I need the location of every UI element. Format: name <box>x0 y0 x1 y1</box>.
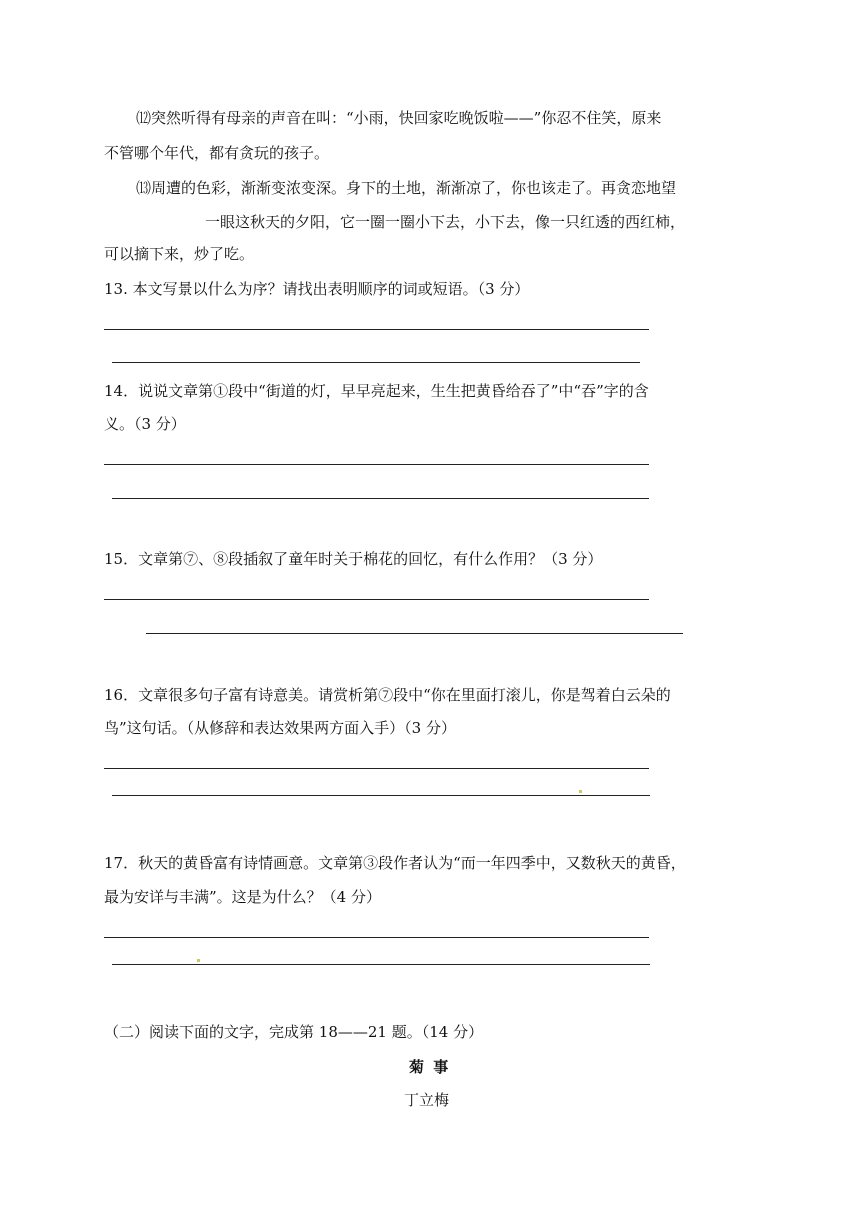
answer-line[interactable] <box>104 768 649 769</box>
question-15-text: 15．文章第⑦、⑧段插叙了童年时关于棉花的回忆，有什么作用？（3 分） <box>104 550 603 568</box>
paragraph-13-line-3: 可以摘下来，炒了吃。 <box>104 245 255 263</box>
answer-line[interactable] <box>112 498 649 499</box>
answer-line[interactable] <box>146 633 683 634</box>
answer-line[interactable] <box>112 362 640 363</box>
paragraph-12-line-1: ⑿突然听得有母亲的声音在叫：“小雨，快回家吃晚饭啦——”你忍不住笑，原来 <box>136 109 662 127</box>
article-title: 菊 事 <box>409 1058 451 1076</box>
paragraph-13-line-2: 一眼这秋天的夕阳，它一圈一圈小下去，小下去，像一只红透的西红柿， <box>205 213 686 231</box>
speck-mark <box>579 790 582 793</box>
answer-line[interactable] <box>104 329 649 330</box>
question-16-line-2: 鸟”这句话。（从修辞和表达效果两方面入手）（3 分） <box>104 719 456 737</box>
question-17-line-1: 17．秋天的黄昏富有诗情画意。文章第③段作者认为“而一年四季中，又数秋天的黄昏， <box>104 854 686 872</box>
question-14-line-2: 义。（3 分） <box>104 415 186 433</box>
paragraph-12-line-2: 不管哪个年代，都有贪玩的孩子。 <box>104 144 330 162</box>
answer-line[interactable] <box>104 464 649 465</box>
answer-line[interactable] <box>112 795 650 796</box>
speck-mark <box>197 959 200 962</box>
article-author: 丁立梅 <box>404 1091 450 1109</box>
question-13-text: 13. 本文写景以什么为序？请找出表明顺序的词或短语。（3 分） <box>104 280 530 298</box>
answer-line[interactable] <box>104 937 649 938</box>
question-16-line-1: 16．文章很多句子富有诗意美。请赏析第⑦段中“你在里面打滚儿，你是驾着白云朵的 <box>104 686 671 704</box>
answer-line[interactable] <box>104 599 649 600</box>
paragraph-13-line-1: ⒀周遭的色彩，渐渐变浓变深。身下的土地，渐渐凉了，你也该走了。再贪恋地望 <box>136 179 677 197</box>
question-14-line-1: 14．说说文章第①段中“街道的灯，早早亮起来，生生把黄昏给吞了”中“吞”字的含 <box>104 382 649 400</box>
answer-line[interactable] <box>112 964 650 965</box>
question-17-line-2: 最为安详与丰满”。这是为什么？（4 分） <box>104 888 381 906</box>
section-2-instruction: （二）阅读下面的文字，完成第 18——21 题。（14 分） <box>104 1023 484 1041</box>
